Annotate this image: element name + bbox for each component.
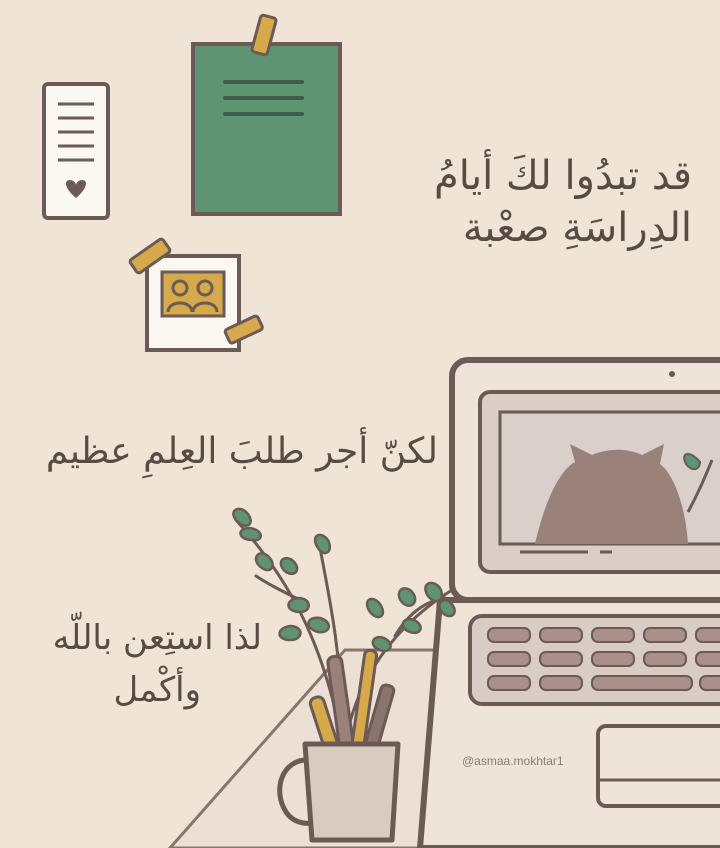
closing-line-2: وأكْمل — [113, 670, 202, 710]
polaroid-photo — [129, 238, 263, 350]
closing-line-1: لذا استِعن باللّه — [52, 618, 262, 658]
closing-message — [53, 612, 262, 716]
note-card — [44, 84, 108, 218]
headline-line-1: قد تبدُوا لكَ أيامُ — [434, 153, 692, 199]
plant-leaves — [233, 509, 454, 651]
middle-message: لكنّ أجر طلبَ العِلمِ عظيم — [45, 431, 438, 472]
headline — [434, 150, 692, 254]
headline-line-2: الدِراسَةِ صعْبة — [462, 205, 692, 251]
green-note — [193, 15, 340, 214]
author-credit: @asmaa.mokhtar1 — [462, 754, 564, 768]
laptop — [420, 360, 720, 848]
